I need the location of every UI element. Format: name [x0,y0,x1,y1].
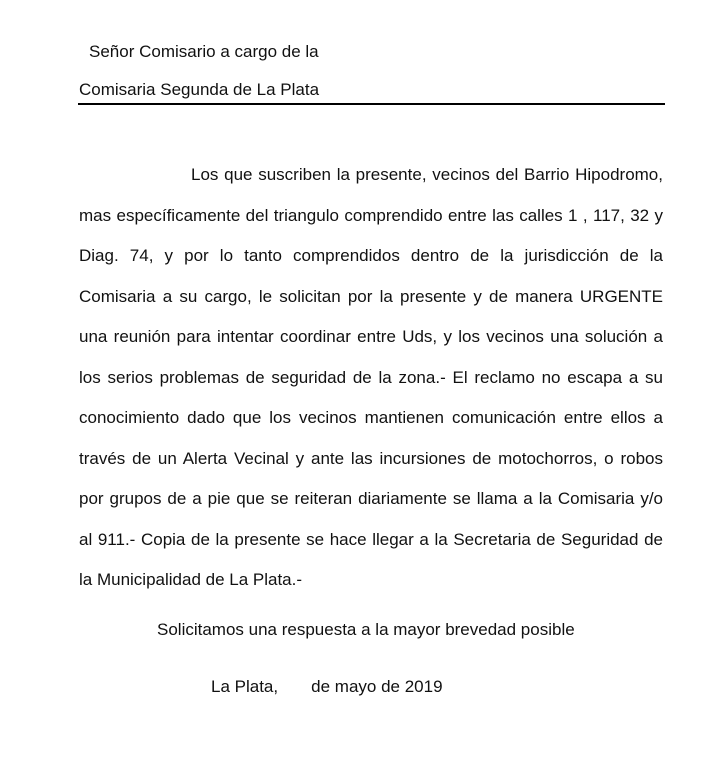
date-label: de mayo de 2019 [311,677,443,696]
addressee-line-1: Señor Comisario a cargo de la [89,42,319,61]
date-gap [278,677,311,696]
place-label: La Plata, [211,677,279,696]
letter-body-paragraph: Los que suscriben la presente, vecinos del Barrio Hipodromo, mas específicamente del triangulo comprendido entre las calles 1 , 117, 32 y Diag. 74, y por lo tanto comprendidos dentro de la jurisdicción de la Comisaria a su cargo, le solicitan por la presente y de manera URGENTE una reunión para intentar coordinar entre Uds, y los vecinos una solución a los serios problemas de seguridad de la zona.- El reclamo no escapa a su conocimiento dado que los vecinos mantienen comunicación entre ellos a través de un Alerta Vecinal y ante las incursiones de motochorros, o robos por grupos de a pie que se reiteran diariamente se llama a la Comisaria y/o al 911.- Copia de la presente se hace llegar a la Secretaria de Seguridad de la Municipalidad de La Plata.- [79,165,663,589]
place-and-date [211,677,443,697]
header-divider [78,103,665,105]
closing-request: Solicitamos una respuesta a la mayor brevedad posible [157,620,575,639]
addressee-line-2: Comisaria Segunda de La Plata [79,80,320,99]
